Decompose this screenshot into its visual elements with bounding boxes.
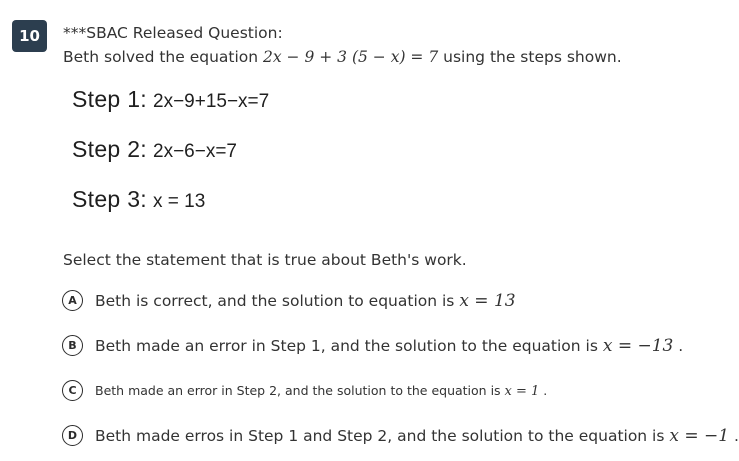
question-number-badge: 10 — [12, 20, 47, 52]
choice-a-text[interactable] — [95, 291, 516, 311]
choice-d-bubble[interactable]: D — [62, 425, 83, 446]
step-equation: 2x−6−x=7 — [153, 141, 237, 162]
step-3 — [72, 186, 205, 213]
choice-c-bubble[interactable]: C — [62, 380, 83, 401]
choice-d[interactable] — [62, 425, 739, 446]
choice-b-label: Beth made an error in Step 1, and the solution to the equation is — [95, 336, 603, 355]
choice-b-tail: . — [673, 336, 684, 355]
choice-c-tail: . — [539, 382, 548, 398]
choice-c-math: x = 1 — [504, 383, 540, 399]
question-stem-tail: using the steps shown. — [438, 48, 622, 66]
question-source-label: ***SBAC Released Question: — [63, 24, 283, 42]
step-equation: 2x−9+15−x=7 — [153, 91, 270, 112]
question-equation: 2x − 9 + 3 (5 − x) = 7 — [263, 48, 439, 66]
choice-b-text[interactable] — [95, 336, 683, 356]
choice-b[interactable] — [62, 335, 683, 356]
choice-d-label: Beth made erros in Step 1 and Step 2, and the solution to the equation is — [95, 426, 670, 445]
step-label: Step 2: — [72, 136, 147, 162]
question-stem-text: Beth solved the equation — [63, 48, 264, 66]
choice-a-bubble[interactable]: A — [62, 290, 83, 311]
step-equation: x = 13 — [153, 191, 206, 212]
choice-d-math: x = −1 — [669, 425, 730, 446]
choice-c-label: Beth made an error in Step 2, and the solution to the equation is — [95, 382, 505, 398]
step-2 — [72, 136, 237, 163]
question-stem — [63, 45, 622, 69]
choice-c[interactable] — [62, 380, 547, 401]
step-label: Step 3: — [72, 186, 147, 212]
step-label: Step 1: — [72, 86, 147, 112]
choice-a[interactable] — [62, 290, 516, 311]
choice-c-text[interactable] — [95, 383, 547, 399]
choice-a-label: Beth is correct, and the solution to equation is — [95, 291, 460, 310]
question-prompt: Select the statement that is true about Beth's work. — [63, 251, 467, 269]
step-1 — [72, 86, 269, 113]
choice-b-bubble[interactable]: B — [62, 335, 83, 356]
choice-a-math: x = 13 — [459, 290, 516, 311]
choice-d-text[interactable] — [95, 426, 739, 446]
question-header — [63, 21, 622, 69]
choice-d-tail: . — [729, 426, 739, 445]
choice-b-math: x = −13 — [602, 335, 674, 356]
